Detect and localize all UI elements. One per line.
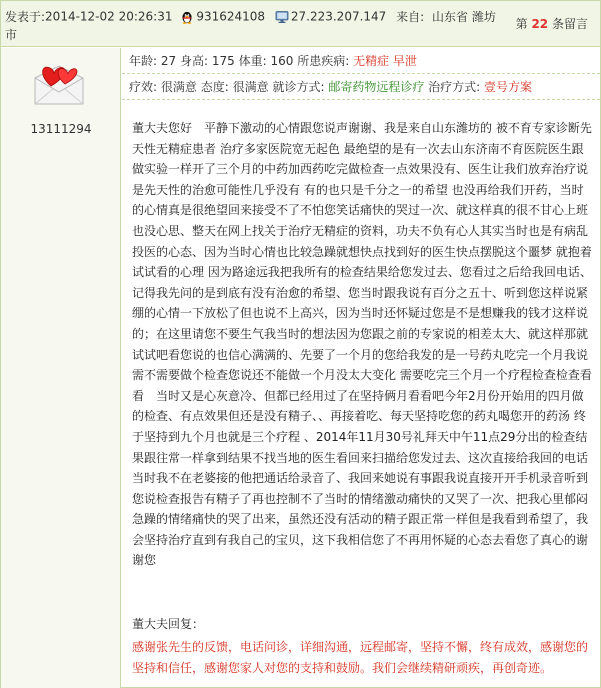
attitude-value: 很满意 <box>232 80 269 94</box>
efficacy-value: 很满意 <box>160 80 197 94</box>
posted-label: 发表于: <box>5 10 46 24</box>
disease-value: 无精症 早泄 <box>353 54 417 68</box>
user-panel <box>1 48 121 688</box>
computer-icon <box>275 10 289 24</box>
visit-value: 邮寄药物远程诊疗 <box>328 80 425 94</box>
weight-value: 160 <box>270 54 294 68</box>
attitude-label: 态度: <box>200 80 229 94</box>
reply-text: 感谢张先生的反馈，电话问诊，详细沟通，远程邮寄，坚持不懈，终有成效，感谢您的坚持和信任，感谢您家人对您的支持和鼓励。我们会继续精研顽疾，再创奇迹。 <box>132 640 589 675</box>
floor-prefix: 第 <box>515 17 528 31</box>
message-body <box>132 118 594 571</box>
source-label: 来自: <box>396 10 425 24</box>
floor-count: 22 <box>531 17 549 31</box>
message-text: 董大夫您好 平静下激动的心情跟您说声谢谢、我是来自山东潍坊的 被不育专家诊断先天性无精症患者 治疗多家医院宽无起色 最绝望的是有一次去山东济南不育医院医生跟做实验一样开了三个月的中药加西药吃完做检查一点效果没有、医生让我们放弃治疗说是先天性的治愈可能性几乎没有 有的也只是千分之一的希望 也没再给我们开药，当时的心情真是很绝望回来接受不了不怕您笑话痛快的哭过一次、就这样真的很不甘心上班也没心思、整天在网上找关于治疗无精症的资料，功夫不负有心人其实当时也是有病乱投医的心态、因为当时心情也比较急躁就想快点找到好的医生快点摆脱这个噩梦 就抱着试试看的心理 因为路途远我把我所有的检查结果给您发过去、您看过之后给我回电话、记得我先问的是到底有没有治愈的希望、您当时跟我说有百分之五十、听到您这样说紧绷的心情一下放松了但也说不上高兴，因为当时还怀疑过您是不是想赚我的钱才这样说的；在这里请您不要生气我当时的想法因为您跟之前的专家说的相差太大、就这样那就试试吧看您说的也信心满满的、先要了一个月的您给我发的是一号药丸吃完一个月我说需不需要做个检查您说还不能做一个月没太大变化 需要吃完三个月一个疗程检查检查看看 当时又是心灰意冷、但都已经用过了在坚持俩月看看吧今年2月份开始用的四月做的检查、有点效果但还是没有精子、、再接着吃、每天坚持吃您的药丸喝您开的药汤 终于坚持到九个月也就是三个疗程 、2014年11月30号礼拜天中午11点29分出的检查结果跟往常一样拿到结果不找当地的医生看回来扫描给您发过去、这次直接给我回的电话当时我不在老婆接的他把通话给录音了、我回来她说有事跟我说直接开开手机录音听到您说检查报告有精子了再也控制不了当时的情绪激动痛快的又哭了一次、把我心里郁闷急躁的情绪痛快的哭了出来，虽然还没有活动的精子跟正常一样但是我看到希望了，我会坚持治疗直到有我自己的宝贝，这下我相信您了不再用怀疑的心态去看您了真心的谢谢您 <box>132 121 592 568</box>
qq-number: 931624108 <box>196 9 266 24</box>
efficacy-label: 疗效: <box>129 80 158 94</box>
treatment-value: 壹号方案 <box>484 80 533 94</box>
patient-info-row <box>122 48 600 74</box>
source-location: 山东省 潍坊 <box>432 10 496 24</box>
source-location-cont: 市 <box>5 28 18 42</box>
header-meta-line <box>5 8 496 25</box>
floor-number <box>516 15 588 32</box>
message-panel <box>122 48 600 688</box>
qq-penguin-icon <box>180 10 194 24</box>
reply-title: 董大夫回复： <box>132 617 205 631</box>
posted-time: 2014-12-02 20:26:31 <box>45 9 173 24</box>
height-label: 身高: <box>179 54 209 68</box>
rating-info-row <box>122 74 600 100</box>
disease-label: 所患疾病: <box>297 54 350 68</box>
ip-address: 27.223.207.147 <box>290 9 387 24</box>
age-label: 年龄: <box>129 54 158 68</box>
treatment-label: 治疗方式: <box>428 80 481 94</box>
height-value: 175 <box>211 54 235 68</box>
visit-label: 就诊方式: <box>272 80 325 94</box>
message-header <box>1 1 600 47</box>
floor-suffix: 条留言 <box>551 17 588 31</box>
doctor-reply <box>132 614 594 679</box>
weight-label: 体重: <box>238 54 267 68</box>
envelope-hearts-icon <box>31 62 87 108</box>
age-value: 27 <box>160 54 177 68</box>
user-id: 13111294 <box>30 122 92 136</box>
